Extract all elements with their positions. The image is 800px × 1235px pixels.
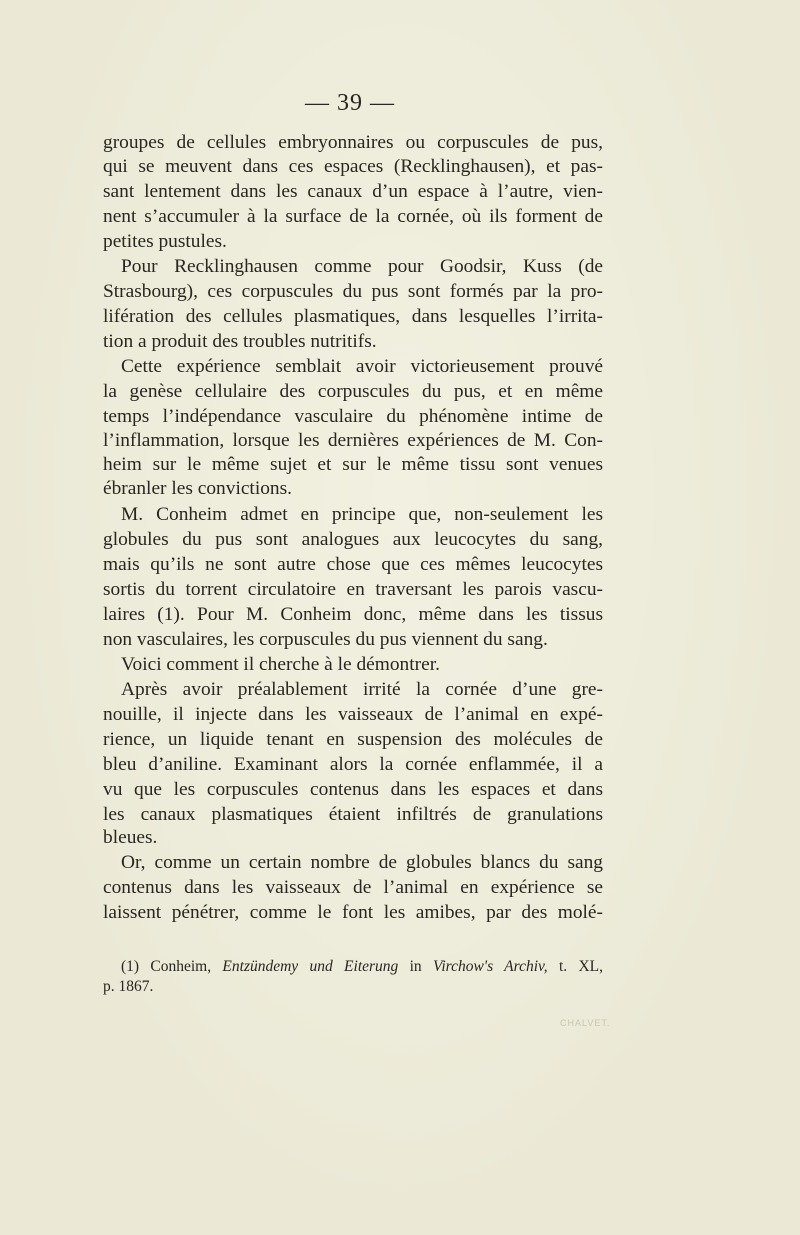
text-line: lifération des cellules plasmatiques, dans lesquelles l’irrita- bbox=[103, 306, 603, 327]
text-line: les canaux plasmatiques étaient infiltrés de granulations bbox=[103, 804, 603, 825]
text-line: l’inflammation, lorsque les dernières expériences de M. Con- bbox=[103, 430, 603, 451]
text-line: tion a produit des troubles nutritifs. bbox=[103, 331, 377, 352]
text-line: heim sur le même sujet et sur le même tissu sont venues bbox=[103, 454, 603, 475]
footnote-line: p. 1867. bbox=[103, 978, 154, 995]
text-line: laires (1). Pour M. Conheim donc, même dans les tissus bbox=[103, 604, 603, 625]
text-line: Pour Recklinghausen comme pour Goodsir, Kuss (de bbox=[121, 256, 603, 277]
text-line: laissent pénétrer, comme le font les amibes, par des molé- bbox=[103, 902, 603, 923]
text-line: nent s’accumuler à la surface de la cornée, où ils forment de bbox=[103, 206, 603, 227]
footnote-volume: t. XL, bbox=[547, 958, 604, 975]
text-line: sortis du torrent circulatoire en traversant les parois vascu- bbox=[103, 579, 603, 600]
footnote-journal: Virchow's Archiv, bbox=[433, 958, 548, 975]
footnote bbox=[121, 957, 603, 977]
bleed-through-mark: CHALVET. bbox=[560, 1018, 611, 1028]
text-line: la genèse cellulaire des corpuscules du pus, et en même bbox=[103, 381, 603, 402]
text-line: nouille, il injecte dans les vaisseaux de l’animal en expé- bbox=[103, 704, 603, 725]
text-line: bleu d’aniline. Examinant alors la cornée enflammée, il a bbox=[103, 754, 603, 775]
text-line: globules du pus sont analogues aux leucocytes du sang, bbox=[103, 529, 603, 550]
text-line: bleues. bbox=[103, 827, 158, 848]
text-line: Strasbourg), ces corpuscules du pus sont formés par la pro- bbox=[103, 281, 603, 302]
text-line: mais qu’ils ne sont autre chose que ces mêmes leucocytes bbox=[103, 554, 603, 575]
text-line: Or, comme un certain nombre de globules blancs du sang bbox=[121, 852, 603, 873]
text-line: groupes de cellules embryonnaires ou corpuscules de pus, bbox=[103, 132, 603, 153]
text-line: sant lentement dans les canaux d’un espace à l’autre, vien- bbox=[103, 181, 603, 202]
footnote-title: Entzündemy und Eiterung bbox=[222, 958, 399, 975]
text-line: rience, un liquide tenant en suspension des molécules de bbox=[103, 729, 603, 750]
text-line: M. Conheim admet en principe que, non-seulement les bbox=[121, 504, 603, 525]
text-line: contenus dans les vaisseaux de l’animal en expérience se bbox=[103, 877, 603, 898]
text-line: qui se meuvent dans ces espaces (Recklinghausen), et pas- bbox=[103, 156, 603, 177]
text-line: Cette expérience semblait avoir victorieusement prouvé bbox=[121, 356, 603, 377]
footnote-ref: (1) Conheim, bbox=[121, 958, 223, 975]
text-line: petites pustules. bbox=[103, 231, 227, 252]
footnote-in: in bbox=[398, 958, 433, 975]
text-line: ébranler les convictions. bbox=[103, 478, 292, 499]
text-line: non vasculaires, les corpuscules du pus viennent du sang. bbox=[103, 629, 548, 650]
page-number: — 39 — bbox=[305, 90, 395, 116]
text-line: temps l’indépendance vasculaire du phénomène intime de bbox=[103, 406, 603, 427]
text-line: vu que les corpuscules contenus dans les espaces et dans bbox=[103, 779, 603, 800]
text-line: Voici comment il cherche à le démontrer. bbox=[121, 654, 440, 675]
text-line: Après avoir préalablement irrité la cornée d’une gre- bbox=[121, 679, 603, 700]
